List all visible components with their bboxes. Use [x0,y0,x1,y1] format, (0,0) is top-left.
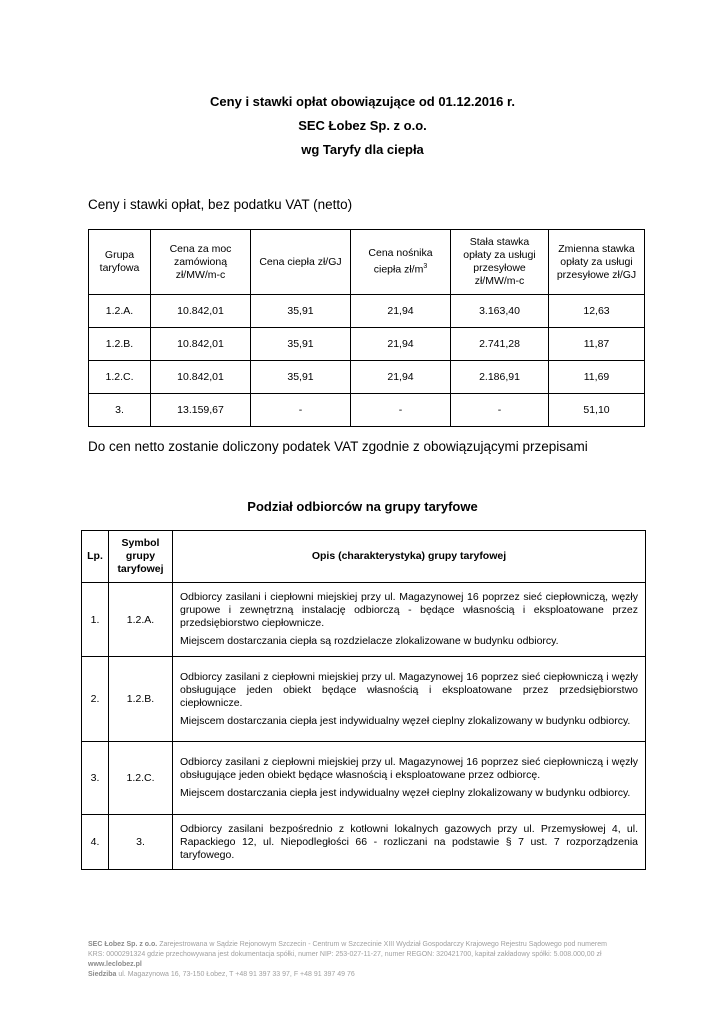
cell-variable-rate: 51,10 [549,394,645,427]
col-fixed-rate: Stała stawka opłaty za usługi przesyłowe zł/MW/m-c [451,230,549,295]
footer-company-name: SEC Łobez Sp. z o.o. [88,941,158,948]
table-row [82,583,646,657]
cell-variable-rate: 11,69 [549,361,645,394]
cell-group: 1.2.C. [89,361,151,394]
cell-carrier-price: 21,94 [351,328,451,361]
cell-heat-price: 35,91 [251,361,351,394]
cell-lp: 4. [82,815,109,870]
company-footer [88,940,648,980]
description-text: Odbiorcy zasilani bezpośrednio z kotłowni lokalnych gazowych przy ul. Przemysłowej 4, ul. Rapackiego 12, ul. Niepodległości 66 - rozliczani na podstawie § 7 ust. 7 rozporządzenia taryfowego. [180,822,638,861]
cell-group: 3. [89,394,151,427]
cell-symbol: 1.2.B. [109,657,173,742]
cell-heat-price: - [251,394,351,427]
table-row [89,394,645,427]
footer-seat-label: Siedziba [88,971,117,978]
table-row [82,742,646,815]
col-carrier-price [351,230,451,295]
delivery-point-text: Miejscem dostarczania ciepła jest indywidualny węzeł cieplny zlokalizowany w budynku odbiorcy. [180,714,631,727]
table-row [82,657,646,742]
cell-lp: 3. [82,742,109,815]
header-title-date: Ceny i stawki opłat obowiązujące od 01.12.2016 r. [210,94,515,109]
delivery-point-text: Miejscem dostarczania ciepła są rozdzielacze zlokalizowane w budynku odbiorcy. [180,635,559,647]
delivery-point-text: Miejscem dostarczania ciepła jest indywidualny węzeł cieplny zlokalizowany w budynku odbiorcy. [180,787,631,799]
cell-symbol: 3. [109,815,173,870]
cell-fixed-rate: 3.163,40 [451,295,549,328]
col-tariff-group: Grupa taryfowa [89,230,151,295]
col-heat-price: Cena ciepła zł/GJ [251,230,351,295]
prices-intro: Ceny i stawki opłat, bez podatku VAT (netto) [88,197,353,212]
cell-heat-price: 35,91 [251,328,351,361]
cell-carrier-price: - [351,394,451,427]
cell-variable-rate: 11,87 [549,328,645,361]
cell-carrier-price: 21,94 [351,361,451,394]
cell-description [173,657,646,742]
footer-line-krs: KRS: 0000291324 gdzie przechowywana jest dokumentacja spółki, numer NIP: 253-027-11-27, numer REGON: 320421700, kapitał zakładowy spółki: 5.008.000,00 zł [88,951,602,958]
footer-line-seat [88,970,648,980]
footer-registration-text: Zarejestrowana w Sądzie Rejonowym Szczecin - Centrum w Szczecinie XIII Wydział Gospodarczy Krajowego Rejestru Sądowego pod numerem [159,941,607,948]
description-text: Odbiorcy zasilani i ciepłowni miejskiej przy ul. Magazynowej 16 poprzez sieć ciepłowniczą, węzły grupowe i zewnętrzną instalację odbiorczą - będące własnością i eksploatowane przez przedsiębiorstwo ciepłownicze. [180,591,638,629]
cell-group: 1.2.B. [89,328,151,361]
header-company: SEC Łobez Sp. z o.o. [298,118,427,133]
groups-header-row [82,531,646,583]
col-description: Opis (charakterystyka) grupy taryfowej [173,531,646,583]
cell-carrier-price: 21,94 [351,295,451,328]
prices-table [88,229,645,427]
table-row [89,328,645,361]
cell-lp: 1. [82,583,109,657]
col-capacity-price: Cena za moc zamówioną zł/MW/m-c [151,230,251,295]
cell-fixed-rate: 2.741,28 [451,328,549,361]
table-row [89,295,645,328]
footer-website-link[interactable]: www.leclobez.pl [88,961,142,968]
prices-header-row [89,230,645,295]
cell-fixed-rate: 2.186,91 [451,361,549,394]
col-symbol: Symbol grupy taryfowej [109,531,173,583]
cell-capacity-price: 10.842,01 [151,295,251,328]
cell-description [173,742,646,815]
cell-group: 1.2.A. [89,295,151,328]
footer-line-registration [88,940,648,950]
cell-variable-rate: 12,63 [549,295,645,328]
cell-description [173,583,646,657]
table-row [89,361,645,394]
cell-lp: 2. [82,657,109,742]
vat-note: Do cen netto zostanie doliczony podatek VAT zgodnie z obowiązującymi przepisami [88,439,588,454]
cell-capacity-price: 10.842,01 [151,361,251,394]
cell-heat-price: 35,91 [251,295,351,328]
document-header [0,92,725,164]
groups-table [81,530,646,870]
cell-fixed-rate: - [451,394,549,427]
cell-symbol: 1.2.C. [109,742,173,815]
cell-symbol: 1.2.A. [109,583,173,657]
cell-description [173,815,646,870]
cubic-superscript: 3 [423,263,428,271]
col-variable-rate: Zmienna stawka opłaty za usługi przesyłowe zł/GJ [549,230,645,295]
section-title: Podział odbiorców na grupy taryfowe [247,499,478,514]
footer-line-website [88,960,648,970]
col-carrier-price-label: Cena nośnika ciepła zł/m [368,247,433,276]
footer-seat-address: ul. Magazynowa 16, 73-150 Łobez, T +48 91 397 33 97, F +48 91 397 49 76 [118,971,355,978]
description-text: Odbiorcy zasilani z ciepłowni miejskiej przy ul. Magazynowej 16 poprzez sieć ciepłowniczą i węzły obsługujące jeden obiekt będące własnością i eksploatowane przez przedsiębiorstwo ciepłownicze. [180,670,638,709]
header-tariff: wg Taryfy dla ciepła [301,142,424,157]
cell-capacity-price: 13.159,67 [151,394,251,427]
description-text: Odbiorcy zasilani z ciepłowni miejskiej przy ul. Magazynowej 16 poprzez sieć ciepłowniczą i węzły obsługujące jeden obiekt będące własnością i eksploatowane przez odbiorcę. [180,756,638,781]
table-row [82,815,646,870]
cell-capacity-price: 10.842,01 [151,328,251,361]
col-lp: Lp. [82,531,109,583]
